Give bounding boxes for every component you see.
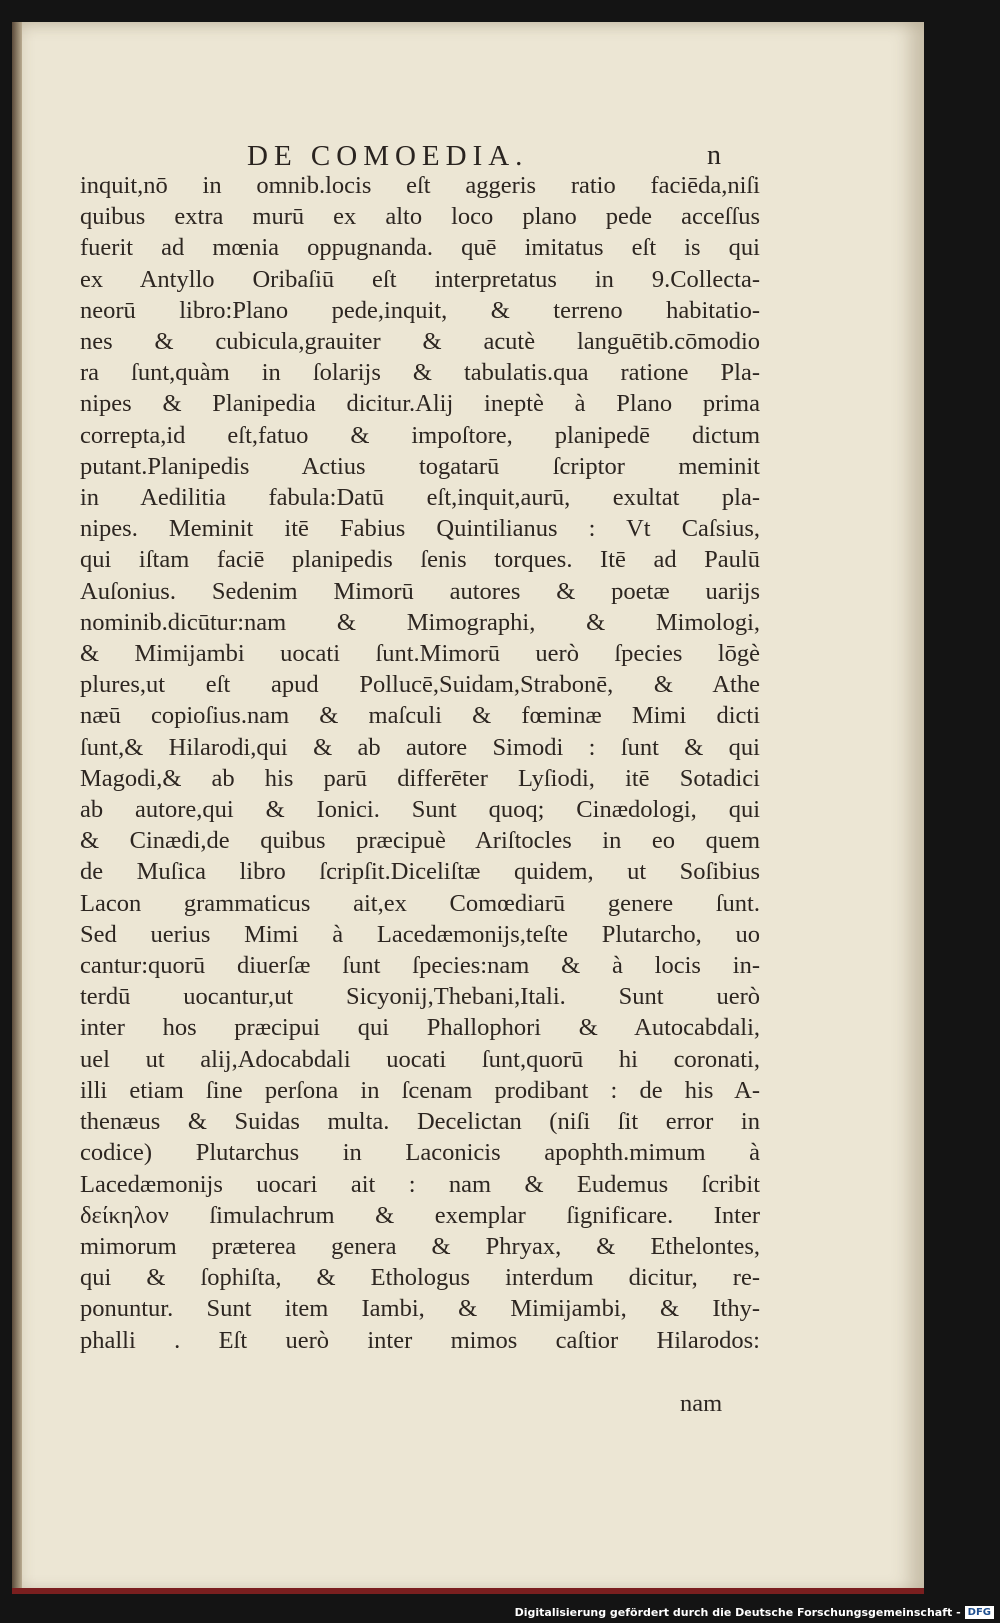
text-line: & Cinædi,de quibus præcipuè Ariſtocles in eo quem	[80, 827, 760, 855]
text-line: putant.Planipedis Actius togatarū ſcriptor meminit	[80, 452, 760, 480]
text-line: uel ut alij,Adocabdali uocati ſunt,quorū hi coronati,	[80, 1045, 760, 1073]
text-line: nipes & Planipedia dicitur.Alij ineptè à Plano prima	[80, 390, 760, 418]
text-line: thenæus & Suidas multa. Decelictan (niſi ſit error in	[80, 1108, 760, 1136]
text-line: nipes. Meminit itē Fabius Quintilianus : Vt Caſsius,	[80, 515, 760, 543]
text-line: mimorum præterea genera & Phryax, & Ethelontes,	[80, 1232, 760, 1260]
text-line: nes & cubicula,grauiter & acutè languētib.cōmodio	[80, 328, 760, 356]
text-line: qui iſtam faciē planipedis ſenis torques. Itē ad Paulū	[80, 546, 760, 574]
text-line: phalli . Eſt uerò inter mimos caſtior Hilarodos:	[80, 1326, 760, 1354]
footer-credit: Digitalisierung gefördert durch die Deutsche Forschungsgemeinschaft -	[514, 1606, 961, 1619]
text-line: cantur:quorū diuerſæ ſunt ſpecies:nam & à locis in-	[80, 952, 760, 980]
text-line: Lacedæmonijs uocari ait : nam & Eudemus ſcribit	[80, 1170, 760, 1198]
text-line: qui & ſophiſta, & Ethologus interdum dicitur, re-	[80, 1264, 760, 1292]
folio-number: n	[707, 140, 721, 171]
body-text	[80, 170, 760, 1356]
text-line: ponuntur. Sunt item Iambi, & Mimijambi, & Ithy-	[80, 1295, 760, 1323]
text-line: inquit,nō in omnib.locis eſt aggeris ratio faciēda,niſi	[80, 172, 760, 199]
text-line: correpta,id eſt,fatuo & impoſtore, planipedē dictum	[80, 421, 760, 449]
text-line: plures,ut eſt apud Pollucē,Suidam,Strabonē, & Athe	[80, 671, 760, 699]
text-line: ſunt,& Hilarodi,qui & ab autore Simodi : ſunt & qui	[80, 733, 760, 761]
book-page	[12, 22, 924, 1594]
catchword: nam	[680, 1390, 723, 1417]
running-title: DE COMOEDIA.	[247, 140, 529, 172]
text-line: illi etiam ſine perſona in ſcenam prodibant : de his A-	[80, 1076, 760, 1104]
text-line: codice) Plutarchus in Laconicis apophth.mimum à	[80, 1139, 760, 1167]
text-line: ab autore,qui & Ionici. Sunt quoq; Cinædologi, qui	[80, 796, 760, 824]
text-line: næū copioſius.nam & maſculi & fœminæ Mimi dicti	[80, 702, 760, 730]
text-line: ex Antyllo Oribaſiū eſt interpretatus in 9.Collecta-	[80, 265, 760, 293]
text-line: quibus extra murū ex alto loco plano pede acceſſus	[80, 203, 760, 231]
text-line: Auſonius. Sedenim Mimorū autores & poetæ uarijs	[80, 577, 760, 605]
text-line: fuerit ad mœnia oppugnanda. quē imitatus eſt is qui	[80, 234, 760, 262]
text-line: δείκηλον ſimulachrum & exemplar ſignificare. Inter	[80, 1201, 760, 1229]
page-spine-shadow	[12, 22, 22, 1594]
text-line: Magodi,& ab his parū differēter Lyſiodi, itē Sotadici	[80, 764, 760, 792]
digitization-footer	[515, 1606, 994, 1619]
text-line: in Aedilitia fabula:Datū eſt,inquit,aurū, exultat pla-	[80, 484, 760, 512]
text-line: neorū libro:Plano pede,inquit, & terreno habitatio-	[80, 296, 760, 324]
text-line: inter hos præcipui qui Phallophori & Autocabdali,	[80, 1014, 760, 1042]
text-line: terdū uocantur,ut Sicyonij,Thebani,Itali. Sunt uerò	[80, 983, 760, 1011]
page-bottom-edge	[12, 1588, 924, 1594]
dfg-logo: DFG	[965, 1606, 994, 1619]
text-line: Lacon grammaticus ait,ex Comœdiarū genere ſunt.	[80, 889, 760, 917]
text-line: & Mimijambi uocati ſunt.Mimorū uerò ſpecies lōgè	[80, 640, 760, 668]
text-line: de Muſica libro ſcripſit.Diceliſtæ quidem, ut Soſibius	[80, 858, 760, 886]
text-line: nominib.dicūtur:nam & Mimographi, & Mimologi,	[80, 608, 760, 636]
text-line: Sed uerius Mimi à Lacedæmonijs,teſte Plutarcho, uo	[80, 920, 760, 948]
text-line: ra ſunt,quàm in ſolarijs & tabulatis.qua ratione Pla-	[80, 359, 760, 387]
